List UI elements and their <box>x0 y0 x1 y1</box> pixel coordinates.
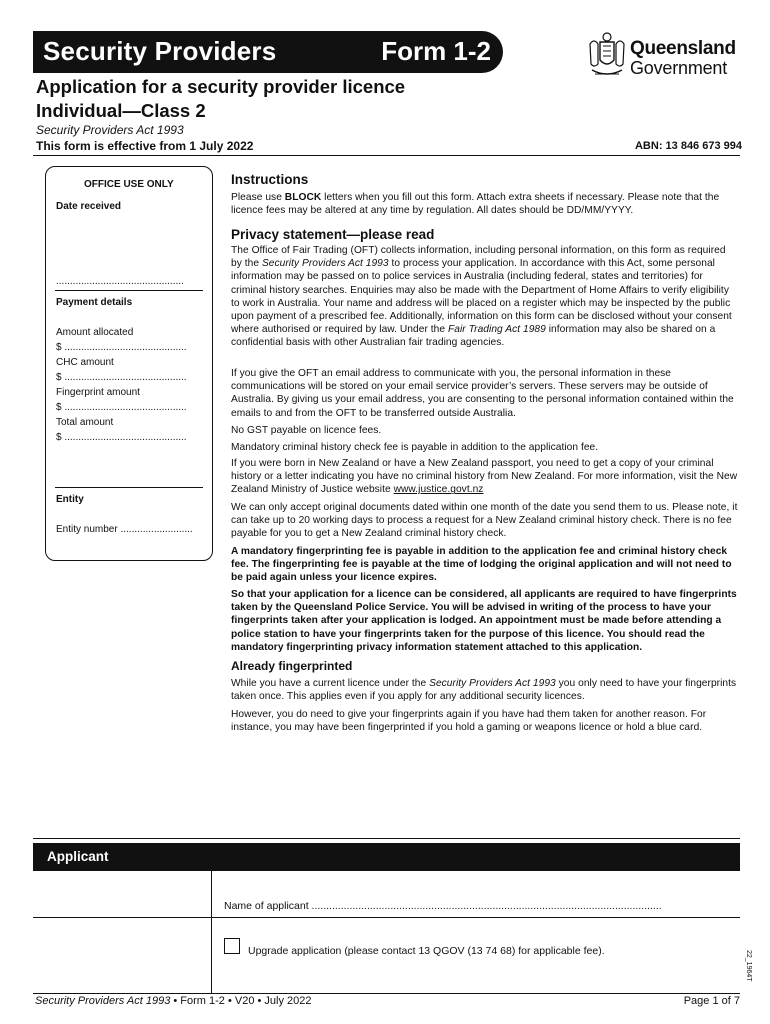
privacy-paragraph-1 <box>231 244 739 350</box>
entity-label: Entity <box>56 494 84 505</box>
abn-number: ABN: 13 846 673 994 <box>634 140 742 152</box>
amount-allocated-line: $ ............................................ <box>56 342 187 353</box>
chc-amount-label: CHC amount <box>56 357 114 368</box>
privacy-paragraph-5 <box>231 457 739 497</box>
form-banner <box>33 31 503 73</box>
header-divider <box>33 155 740 156</box>
fingerprint-amount-label: Fingerprint amount <box>56 387 140 398</box>
instructions-post: letters when you fill out this form. Attach extra sheets if necessary. Please note that the licence fees may be altered at any time by regulation. All dates should be DD/MM/YYYY. <box>231 192 720 217</box>
chc-amount-line: $ ............................................ <box>56 372 187 383</box>
page-number: Page 1 of 7 <box>683 995 740 1007</box>
applicant-column-divider <box>211 870 212 994</box>
form-title: Application for a security provider licence <box>36 76 406 97</box>
queensland-government-logo <box>586 30 746 82</box>
privacy-paragraph-6: We can only accept original documents dated within one month of the date you send them to us. Please note, it can take up to 20 working days to process a request for a New Zealand criminal history check. There is no fee payable for you to get a New Zealand criminal history check. <box>231 502 738 540</box>
applicant-header <box>33 843 740 871</box>
upgrade-application-checkbox[interactable] <box>224 938 240 954</box>
banner-title: Security Providers <box>43 36 277 66</box>
payment-details-label: Payment details <box>56 297 133 308</box>
privacy-paragraph-7: A mandatory fingerprinting fee is payable in addition to the application fee and criminal history check fee. The fingerprinting fee is payable at the time of lodging the original application and will not need to be paid again unless your licence expires. <box>231 546 732 584</box>
already-paragraph-1 <box>231 677 739 703</box>
entity-number-label: Entity number .......................... <box>56 524 193 535</box>
document-reference-code: 22_1964T <box>745 950 752 982</box>
instructions-block: BLOCK <box>284 192 322 203</box>
logo-line-government: Government <box>630 58 728 78</box>
footer-version: • Form 1-2 • V20 • July 2022 <box>170 995 312 1007</box>
privacy-heading: Privacy statement—please read <box>231 227 435 242</box>
date-received-label: Date received <box>56 201 122 212</box>
instructions-text <box>231 191 739 217</box>
privacy-p1-act: Security Providers Act 1993 <box>261 258 389 270</box>
effective-date: This form is effective from 1 July 2022 <box>36 139 254 153</box>
privacy-p1-b: to process your application. In accordance with this Act, some personal information may be passed on to police services in Australia (including federal, states and territories) for criminal history searches. Enquiries may also be made with the Department of Home Affairs to verify eligibility to work in Australia. Your name and address will be placed on a register which may be inspected by the public upon payment of a prescribed fee. Additionally, information on this form can be disclosed without your consent where authorised or required by law. Under the <box>231 258 732 336</box>
logo-line-queensland: Queensland <box>630 38 736 59</box>
already-paragraph-2: However, you do need to give your fingerprints again if you have had them taken for another reason. For instance, you may have been fingerprinted if you hold a gaming or weapons licence or hold a blue card. <box>231 709 707 734</box>
total-amount-label: Total amount <box>56 417 114 428</box>
already-fingerprinted-heading: Already fingerprinted <box>231 659 353 673</box>
total-amount-line: $ ............................................ <box>56 432 187 443</box>
privacy-p1-a: The Office of Fair Trading (OFT) collects information, including personal information, on this form as required by the <box>231 245 726 270</box>
already-p1-a: While you have a current licence under the <box>231 678 430 689</box>
already-p1-b: you only need to have your fingerprints taken once. This applies even if you apply for any additional security licences. <box>231 678 737 703</box>
form-subtitle: Individual—Class 2 <box>36 100 206 121</box>
instructions-pre: Please use <box>231 192 285 203</box>
applicant-heading: Applicant <box>47 849 109 864</box>
name-of-applicant-field[interactable]: Name of applicant ........................................................................................................................ <box>224 900 662 912</box>
office-divider <box>55 290 203 291</box>
privacy-p1-c: information may also be shared on a confidential basis with other Australian fair trading agencies. <box>231 324 716 349</box>
office-divider-2 <box>55 487 203 488</box>
footer-act: Security Providers Act 1993 <box>35 995 171 1007</box>
applicant-bottom-divider <box>33 993 740 994</box>
privacy-paragraph-4: Mandatory criminal history check fee is payable in addition to the application fee. <box>231 442 599 453</box>
privacy-paragraph-3: No GST payable on licence fees. <box>231 425 382 436</box>
form-number: Form 1-2 <box>381 36 491 66</box>
office-use-heading: OFFICE USE ONLY <box>84 179 174 190</box>
footer-form-info <box>35 995 312 1007</box>
privacy-p1-act2: Fair Trading Act 1989 <box>447 324 546 336</box>
applicant-row-divider <box>33 917 740 918</box>
amount-allocated-label: Amount allocated <box>56 327 134 338</box>
fingerprint-amount-line: $ ............................................ <box>56 402 187 413</box>
instructions-heading: Instructions <box>231 172 309 187</box>
date-received-dots: .............................................. <box>56 276 184 287</box>
act-reference: Security Providers Act 1993 <box>36 123 184 137</box>
applicant-section <box>33 838 740 994</box>
coat-of-arms-icon <box>586 30 628 80</box>
privacy-paragraph-2: If you give the OFT an email address to communicate with you, the personal information in these communications will be stored on your email service provider’s servers. These servers may be outside of Australia. By giving us your email address, you are consenting to the personal information contained within the emails to and from the OFT to be transferred outside Australia. <box>231 368 734 419</box>
privacy-paragraph-8: So that your application for a licence can be considered, all applicants are required to have fingerprints taken by the Queensland Police Service. You will be advised in writing of the process to have your fingerprints taken after your application is lodged. An appointment must be made before attending a police station to have your fingerprints taken for the purpose of this licence. You should read the mandatory fingerprinting privacy information statement attached to this application. <box>231 589 737 653</box>
privacy-p5-a: If you were born in New Zealand or have a New Zealand passport, you need to get a copy of your criminal history or a letter indicating you have no criminal history from New Zealand. For more information, visit the New Zealand Ministry of Justice website <box>231 458 738 496</box>
justice-website-link[interactable]: www.justice.govt.nz <box>393 484 484 496</box>
upgrade-application-label: Upgrade application (please contact 13 QGOV (13 74 68) for applicable fee). <box>248 945 605 957</box>
already-p1-act: Security Providers Act 1993 <box>429 678 556 689</box>
